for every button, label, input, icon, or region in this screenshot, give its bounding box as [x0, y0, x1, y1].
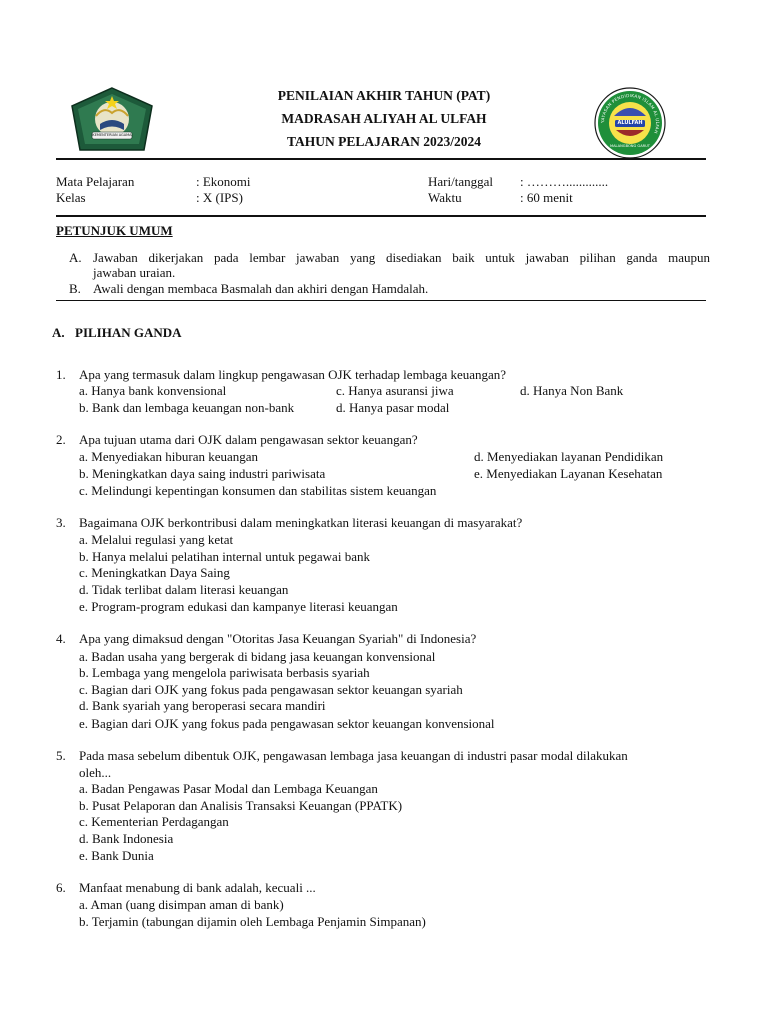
q2-option-b: b. Meningkatkan daya saing industri pariwisata — [79, 466, 326, 481]
subject-value: : Ekonomi — [196, 174, 251, 189]
al-ulfah-logo-bottom: MALANGBONG GARUT — [610, 144, 650, 148]
q3-option-a: a. Melalui regulasi yang ketat — [79, 532, 234, 547]
q3-number: 3. — [56, 515, 66, 530]
q4-option-d: d. Bank syariah yang beroperasi secara mandiri — [79, 698, 326, 713]
duration-value: : 60 menit — [520, 190, 573, 205]
duration-label: Waktu — [428, 190, 462, 205]
q6-option-b: b. Terjamin (tabungan dijamin oleh Lembaga Penjamin Simpanan) — [79, 914, 426, 929]
subject-label: Mata Pelajaran — [56, 174, 135, 189]
q1-option-b: b. Bank dan lembaga keuangan non-bank — [79, 400, 295, 415]
instruction-b-text: Awali dengan membaca Basmalah dan akhiri dengan Hamdalah. — [93, 281, 429, 296]
al-ulfah-logo-label: ALULFAH — [617, 120, 643, 126]
q5-number: 5. — [56, 748, 66, 763]
instruction-a-marker: A. — [69, 250, 82, 265]
q4-text: Apa yang dimaksud dengan "Otoritas Jasa Keuangan Syariah" di Indonesia? — [79, 631, 477, 646]
academic-year: TAHUN PELAJARAN 2023/2024 — [286, 134, 481, 149]
class-value: : X (IPS) — [196, 190, 243, 205]
q2-option-a: a. Menyediakan hiburan keuangan — [79, 449, 259, 464]
q4-option-c: c. Bagian dari OJK yang fokus pada pengawasan sektor keuangan syariah — [79, 682, 463, 697]
exam-title: PENILAIAN AKHIR TAHUN (PAT) — [277, 88, 491, 103]
kemenag-logo-text: KEMENTERIAN AGAMA — [92, 133, 132, 137]
q3-option-e: e. Program-program edukasi dan kampanye literasi keuangan — [79, 599, 398, 614]
instruction-a-line1: Jawaban dikerjakan pada lembar jawaban yang disediakan baik untuk jawaban pilihan ganda maupun — [93, 250, 710, 265]
q2-number: 2. — [56, 432, 66, 447]
q5-option-b: b. Pusat Pelaporan dan Analisis Transaksi Keuangan (PPATK) — [79, 798, 403, 813]
section-marker: A. — [52, 325, 65, 340]
instructions-title: PETUNJUK UMUM — [56, 223, 173, 238]
q4-number: 4. — [56, 631, 66, 646]
q6-number: 6. — [56, 880, 66, 895]
q3-option-c: c. Meningkatkan Daya Saing — [79, 565, 230, 580]
q1-option-d: d. Hanya pasar modal — [336, 400, 450, 415]
school-name: MADRASAH ALIYAH AL ULFAH — [281, 111, 487, 126]
q6-option-a: a. Aman (uang disimpan aman di bank) — [79, 897, 284, 912]
q5-option-c: c. Kementerian Perdagangan — [79, 814, 229, 829]
q1-option-c: c. Hanya asuransi jiwa — [336, 383, 454, 398]
q2-option-d: d. Menyediakan layanan Pendidikan — [474, 449, 664, 464]
q1-text: Apa yang termasuk dalam lingkup pengawasan OJK terhadap lembaga keuangan? — [79, 367, 507, 382]
q2-option-e: e. Menyediakan Layanan Kesehatan — [474, 466, 663, 481]
instruction-a-line2: jawaban uraian. — [93, 265, 176, 280]
q2-text: Apa tujuan utama dari OJK dalam pengawasan sektor keuangan? — [79, 432, 418, 447]
q2-option-c: c. Melindungi kepentingan konsumen dan stabilitas sistem keuangan — [79, 483, 437, 498]
q3-option-d: d. Tidak terlibat dalam literasi keuangan — [79, 582, 289, 597]
header-divider — [56, 158, 706, 160]
q1-number: 1. — [56, 367, 66, 382]
q1-option-e: d. Hanya Non Bank — [520, 383, 624, 398]
q6-text: Manfaat menabung di bank adalah, kecuali ... — [79, 880, 316, 895]
q3-option-b: b. Hanya melalui pelatihan internal untuk pegawai bank — [79, 549, 370, 564]
instruction-b-marker: B. — [69, 281, 81, 296]
instructions-divider — [56, 300, 706, 301]
class-label: Kelas — [56, 190, 86, 205]
q4-option-e: e. Bagian dari OJK yang fokus pada pengawasan sektor keuangan konvensional — [79, 716, 495, 731]
q5-option-a: a. Badan Pengawas Pasar Modal dan Lembaga Keuangan — [79, 781, 378, 796]
al-ulfah-ring-text: YAYASAN PENDIDIKAN ISLAM AL ULFAH — [599, 92, 661, 135]
q5-option-d: d. Bank Indonesia — [79, 831, 174, 846]
section-title: PILIHAN GANDA — [75, 325, 182, 340]
date-label: Hari/tanggal — [428, 174, 493, 189]
q5-text-line2: oleh... — [79, 765, 112, 780]
q1-option-a: a. Hanya bank konvensional — [79, 383, 227, 398]
q5-text-line1: Pada masa sebelum dibentuk OJK, pengawasan lembaga jasa keuangan di industri pasar modal dilakukan — [79, 748, 628, 763]
info-divider — [56, 215, 706, 217]
q3-text: Bagaimana OJK berkontribusi dalam meningkatkan literasi keuangan di masyarakat? — [79, 515, 523, 530]
q4-option-b: b. Lembaga yang mengelola pariwisata berbasis syariah — [79, 665, 370, 680]
q4-option-a: a. Badan usaha yang bergerak di bidang jasa keuangan konvensional — [79, 649, 436, 664]
date-value: : ………............. — [520, 174, 609, 189]
q5-option-e: e. Bank Dunia — [79, 848, 154, 863]
